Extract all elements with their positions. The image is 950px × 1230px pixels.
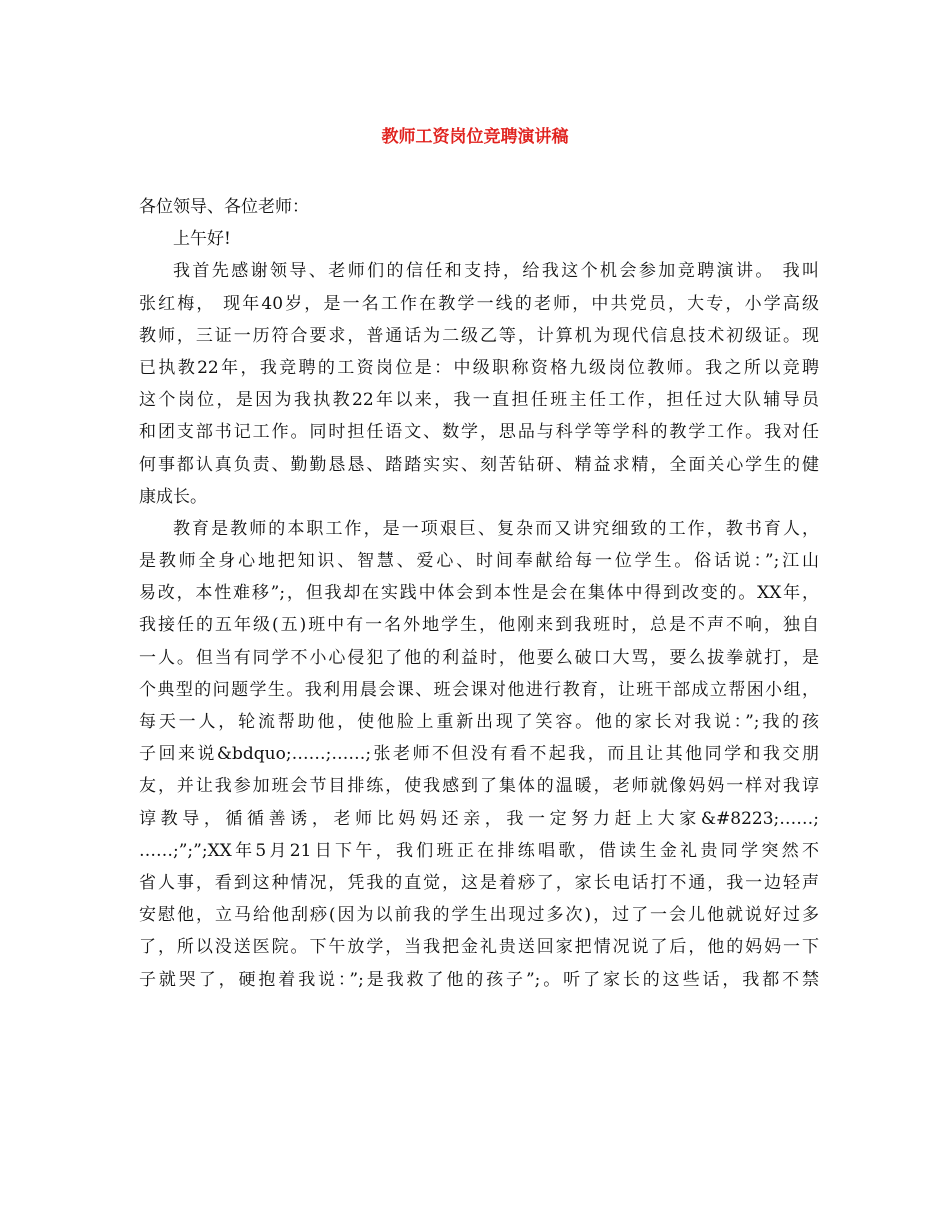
paragraph-2 — [139, 513, 819, 996]
paragraph-line: 和团支部书记工作。同时担任语文、数学，思品与科学等学科的教学工作。我对任 — [139, 422, 819, 443]
greeting: 上午好! — [173, 229, 231, 250]
document-title: 教师工资岗位竞聘演讲稿 — [381, 127, 569, 147]
paragraph-line: 了，所以没送医院。下午放学，当我把金礼贵送回家把情况说了后，他的妈妈一下 — [139, 937, 819, 958]
paragraph-line: 易改，本性难移”;，但我却在实践中体会到本性是会在集体中得到改变的。XX年， — [139, 583, 819, 604]
paragraph-line: 何事都认真负责、勤勤恳恳、踏踏实实、刻苦钻研、精益求精，全面关心学生的健 — [139, 454, 819, 475]
paragraph-line: 已执教22年，我竞聘的工资岗位是：中级职称资格九级岗位教师。我之所以竞聘 — [139, 357, 819, 378]
salutation: 各位领导、各位老师： — [139, 197, 309, 217]
paragraph-line: 安慰他，立马给他刮痧(因为以前我的学生出现过多次)，过了一会儿他就说好过多 — [139, 905, 819, 926]
paragraph-line: 子回来说&bdquo;……;……;张老师不但没有看不起我，而且让其他同学和我交朋 — [139, 744, 819, 765]
paragraph-line: 这个岗位，是因为我执教22年以来，我一直担任班主任工作，担任过大队辅导员 — [139, 390, 819, 411]
paragraph-line: 友，并让我参加班会节目排练，使我感到了集体的温暖，老师就像妈妈一样对我谆 — [139, 776, 819, 797]
paragraph-line: 子就哭了，硬抱着我说：”;是我救了他的孩子”;。听了家长的这些话，我都不禁 — [139, 969, 819, 990]
paragraph-line: 教师，三证一历符合要求，普通话为二级乙等，计算机为现代信息技术初级证。现 — [139, 325, 819, 346]
paragraph-line: 省人事，看到这种情况，凭我的直觉，这是着痧了，家长电话打不通，我一边轻声 — [139, 872, 819, 893]
paragraph-line: ……;”;”;XX年5月21日下午，我们班正在排练唱歌，借读生金礼贵同学突然不 — [139, 840, 819, 861]
paragraph-line: 每天一人，轮流帮助他，使他脸上重新出现了笑容。他的家长对我说：”;我的孩 — [139, 712, 819, 732]
document-body — [139, 191, 819, 996]
paragraph-line: 一人。但当有同学不小心侵犯了他的利益时，他要么破口大骂，要么拔拳就打，是 — [139, 647, 819, 668]
paragraph-line: 我首先感谢领导、老师们的信任和支持，给我这个机会参加竞聘演讲。 我叫 — [173, 261, 819, 282]
paragraph-line: 个典型的问题学生。我利用晨会课、班会课对他进行教育，让班干部成立帮困小组， — [139, 679, 819, 700]
paragraph-line: 是教师全身心地把知识、智慧、爱心、时间奉献给每一位学生。俗话说：”;江山 — [139, 551, 819, 572]
paragraph-line: 谆教导，循循善诱，老师比妈妈还亲，我一定努力赶上大家&#8223;……; — [139, 808, 819, 829]
paragraph-line: 教育是教师的本职工作，是一项艰巨、复杂而又讲究细致的工作，教书育人， — [173, 518, 819, 539]
paragraph-line: 我接任的五年级(五)班中有一名外地学生，他刚来到我班时，总是不声不响，独自 — [139, 615, 819, 636]
paragraph-1 — [139, 255, 819, 513]
paragraph-line: 张红梅， 现年40岁，是一名工作在教学一线的老师，中共党员，大专，小学高级 — [139, 293, 819, 314]
paragraph-line: 康成长。 — [139, 486, 207, 507]
